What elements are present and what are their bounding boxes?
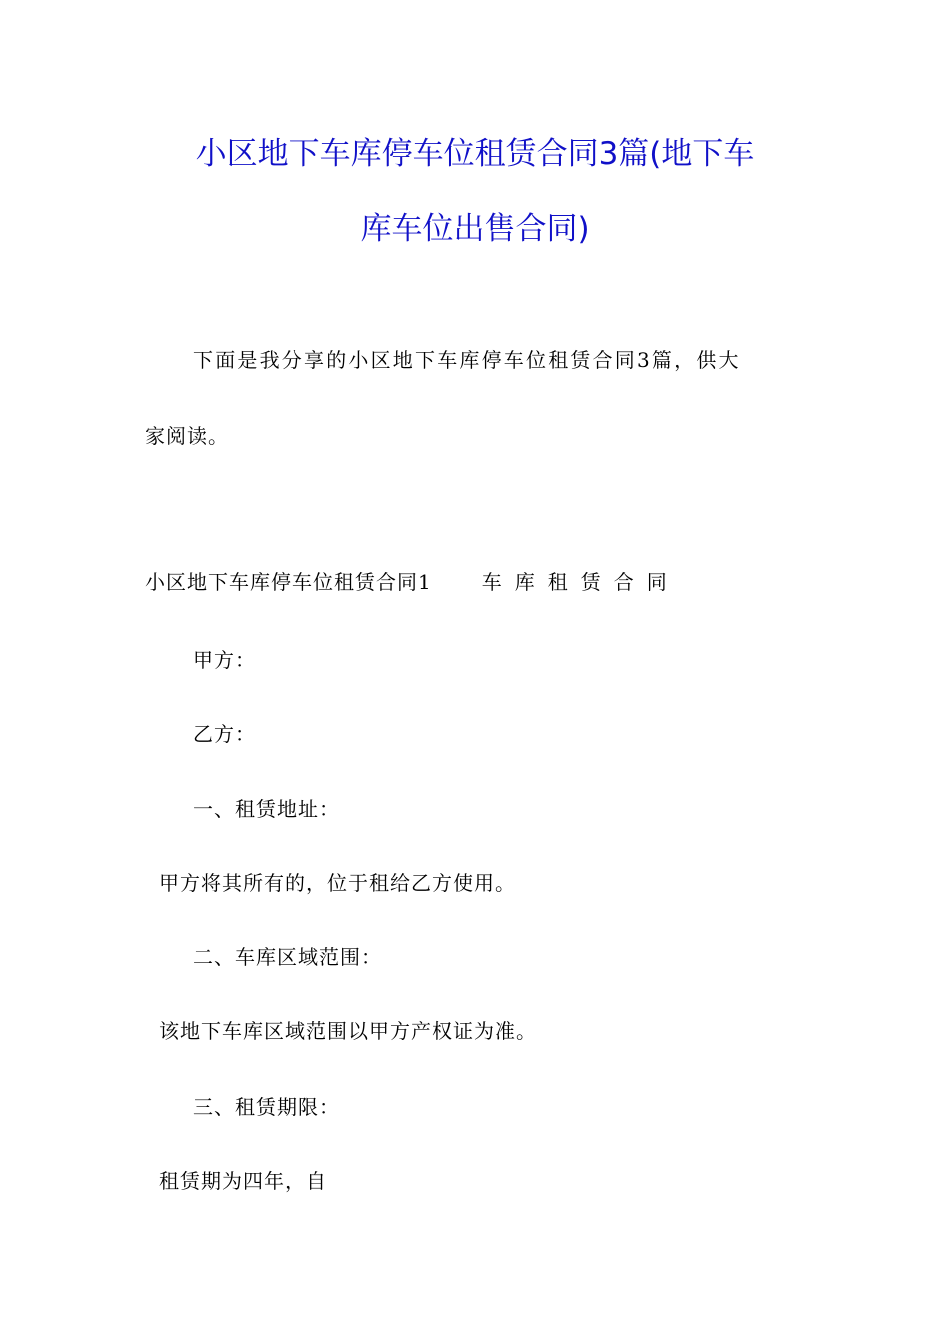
section-title: 小区地下车库停车位租赁合同1 [145, 570, 432, 594]
section-heading [145, 568, 680, 596]
document-title-line-1: 小区地下车库停车位租赁合同3篇(地下车 [195, 136, 755, 172]
document-title-line-2: 库车位出售合同) [360, 211, 590, 247]
intro-paragraph-line-2: 家阅读。 [145, 424, 229, 448]
clause-2-body: 该地下车库区域范围以甲方产权证为准。 [159, 1019, 537, 1043]
clause-2-heading: 二、车库区域范围： [193, 945, 382, 969]
party-a-label: 甲方： [193, 648, 256, 672]
party-b-label: 乙方： [193, 722, 256, 746]
section-subtitle: 车库租赁合同 [481, 570, 680, 594]
clause-3-body: 租赁期为四年，自 [159, 1169, 327, 1193]
intro-paragraph-line-1: 下面是我分享的小区地下车库停车位租赁合同3篇，供大 [193, 348, 741, 372]
clause-3-heading: 三、租赁期限： [193, 1095, 340, 1119]
clause-1-heading: 一、租赁地址： [193, 797, 340, 821]
clause-1-body: 甲方将其所有的，位于租给乙方使用。 [159, 871, 516, 895]
